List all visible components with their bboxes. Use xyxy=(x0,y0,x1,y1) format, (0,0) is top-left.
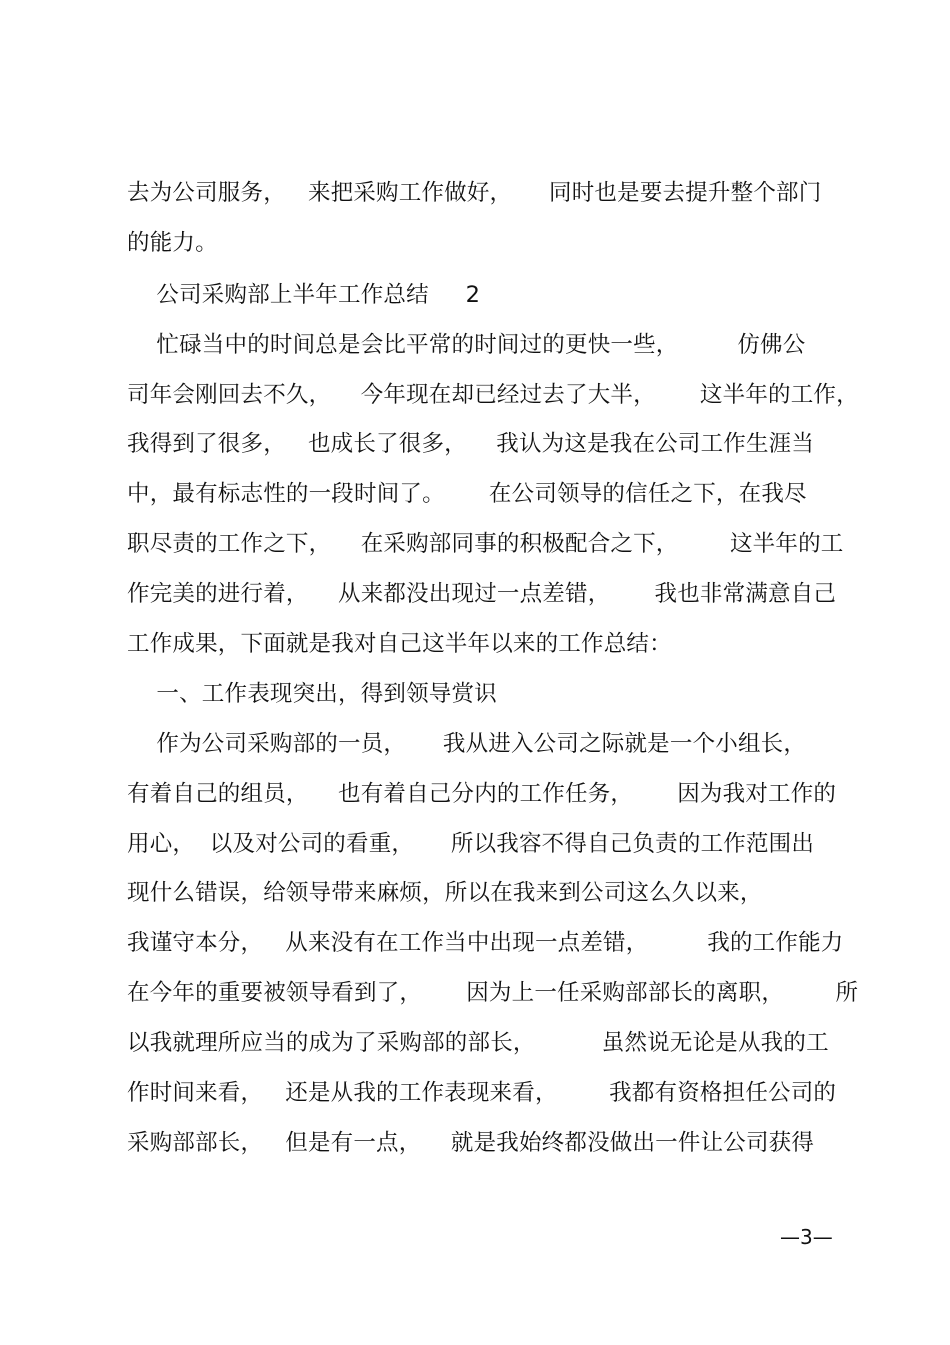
text-line: 中，最有标志性的一段时间了。 在公司领导的信任之下，在我尽 xyxy=(127,481,807,507)
text-line: 作时间来看， 还是从我的工作表现来看， 我都有资格担任公司的 xyxy=(127,1080,837,1106)
text-line: 去为公司服务， 来把采购工作做好， 同时也是要去提升整个部门 xyxy=(127,180,822,206)
text-line: 作为公司采购部的一员， 我从进入公司之际就是一个小组长， xyxy=(127,731,807,757)
text-line: 忙碌当中的时间总是会比平常的时间过的更快一些， 仿佛公 xyxy=(127,332,806,358)
section-heading: 公司采购部上半年工作总结 2 xyxy=(127,282,481,308)
page-number: —3— xyxy=(780,1225,833,1249)
text-line: 我谨守本分， 从来没有在工作当中出现一点差错， 我的工作能力 xyxy=(127,930,844,956)
text-line: 我得到了很多， 也成长了很多， 我认为这是我在公司工作生涯当 xyxy=(127,431,815,457)
text-line: 现什么错误，给领导带来麻烦，所以在我来到公司这么久以来， xyxy=(127,880,763,906)
text-line: 在今年的重要被领导看到了， 因为上一任采购部部长的离职， 所 xyxy=(127,980,859,1006)
text-line: 工作成果，下面就是我对自己这半年以来的工作总结： xyxy=(127,631,672,657)
text-line: 司年会刚回去不久， 今年现在却已经过去了大半， 这半年的工作， xyxy=(127,382,859,408)
text-line: 用心， 以及对公司的看重， 所以我容不得自己负责的工作范围出 xyxy=(127,831,815,857)
text-line: 有着自己的组员， 也有着自己分内的工作任务， 因为我对工作的 xyxy=(127,781,837,807)
subsection-heading: 一、工作表现突出，得到领导赏识 xyxy=(127,681,497,707)
text-line: 的能力。 xyxy=(127,230,218,256)
text-line: 以我就理所应当的成为了采购部的部长， 虽然说无论是从我的工 xyxy=(127,1030,829,1056)
text-line: 作完美的进行着， 从来都没出现过一点差错， 我也非常满意自己 xyxy=(127,581,837,607)
text-line: 采购部部长， 但是有一点， 就是我始终都没做出一件让公司获得 xyxy=(127,1130,815,1156)
text-line: 职尽责的工作之下， 在采购部同事的积极配合之下， 这半年的工 xyxy=(127,531,844,557)
